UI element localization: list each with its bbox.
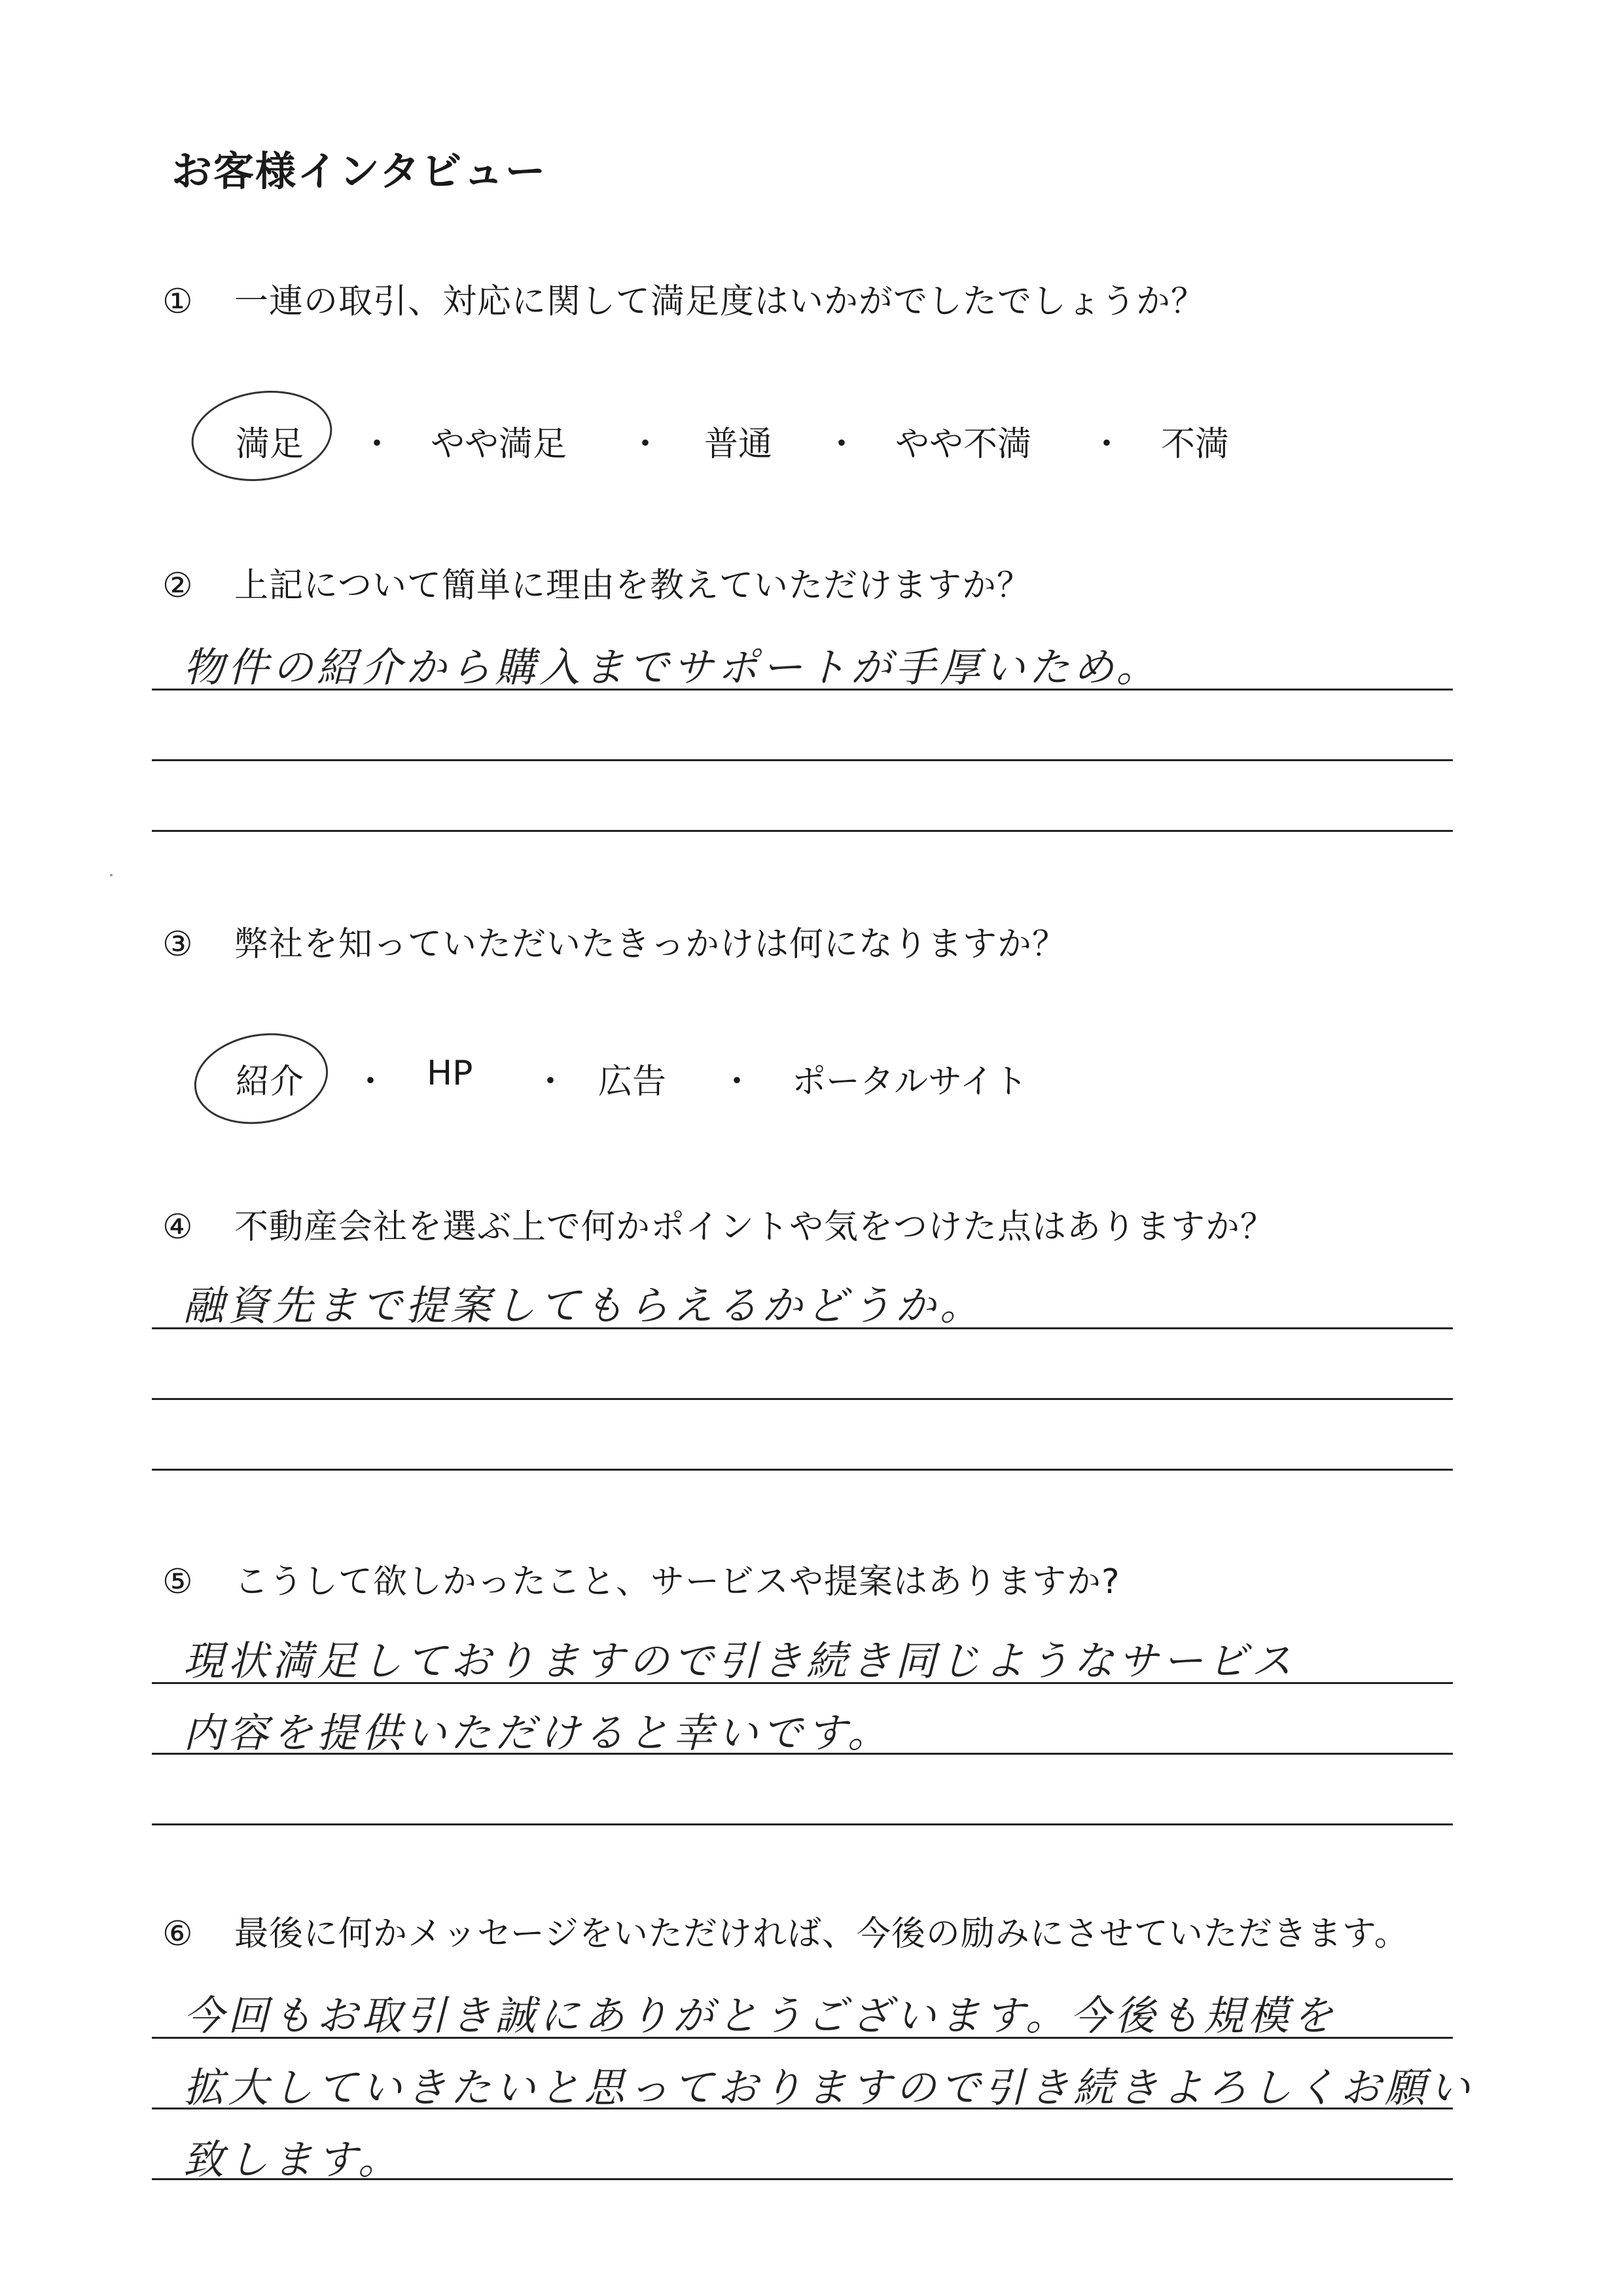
- q3-separator: ・: [533, 1062, 568, 1102]
- q6-answer-rule-2: [152, 2108, 1453, 2109]
- q1-option-satisfied[interactable]: 満足: [236, 425, 304, 464]
- question-2: [162, 558, 1031, 607]
- q3-separator: ・: [353, 1062, 388, 1102]
- q4-answer-rule-2: [152, 1398, 1453, 1400]
- q1-option-dissatisfied[interactable]: 不満: [1161, 425, 1230, 464]
- q6-answer-rule-1: [152, 2037, 1453, 2039]
- q1-separator: ・: [360, 425, 395, 464]
- q1-separator: ・: [1090, 425, 1124, 464]
- q2-answer-rule-2: [152, 759, 1453, 761]
- q3-separator: ・: [720, 1062, 755, 1102]
- q3-option-portal-site[interactable]: ポータルサイト: [792, 1062, 1028, 1102]
- q1-option-somewhat-satisfied[interactable]: やや満足: [431, 425, 567, 464]
- question-4: [162, 1199, 1275, 1248]
- q2-answer-rule-1: [152, 689, 1453, 691]
- q3-option-referral[interactable]: 紹介: [236, 1062, 304, 1102]
- q6-answer-line-1[interactable]: 今回もお取引き誠にありがとうございます。今後も規模を: [183, 1992, 1338, 2039]
- question-6-number: ⑥: [162, 1914, 194, 1954]
- q3-selection-circle: [187, 1023, 335, 1134]
- question-4-text: 不動産会社を選ぶ上で何かポイントや気をつけた点はありますか？: [234, 1208, 1275, 1247]
- question-2-number: ②: [162, 566, 194, 605]
- question-4-number: ④: [162, 1208, 194, 1247]
- stray-mark: [110, 874, 113, 876]
- question-5-text: こうして欲しかったこと、サービスや提案はありますか?: [234, 1562, 1120, 1602]
- q2-answer-rule-3: [152, 830, 1453, 832]
- q1-separator: ・: [628, 425, 663, 464]
- q4-answer-rule-3: [152, 1469, 1453, 1471]
- q5-answer-rule-1: [152, 1682, 1453, 1684]
- question-3-text: 弊社を知っていただいたきっかけは何になりますか？: [234, 925, 1067, 964]
- question-6-text: 最後に何かメッセージをいただければ、今後の励みにさせていただきます。: [234, 1914, 1409, 1954]
- q4-answer-rule-1: [152, 1327, 1453, 1329]
- question-1: [162, 274, 1205, 323]
- q1-selection-circle: [186, 382, 338, 490]
- q2-answer-line-1[interactable]: 物件の紹介から購入までサポートが手厚いため。: [183, 643, 1161, 691]
- q5-answer-rule-2: [152, 1753, 1453, 1755]
- q6-answer-line-2[interactable]: 拡大していきたいと思っておりますので引き続きよろしくお願い: [183, 2064, 1474, 2111]
- q4-answer-line-1[interactable]: 融資先まで提案してもらえるかどうか。: [183, 1282, 985, 1329]
- question-2-text: 上記について簡単に理由を教えていただけますか？: [234, 566, 1031, 605]
- q5-answer-rule-3: [152, 1823, 1453, 1825]
- q1-separator: ・: [825, 425, 859, 464]
- question-3: [162, 916, 1067, 965]
- q6-answer-line-3[interactable]: 致します。: [183, 2136, 403, 2183]
- page-title: お客様インタビュー: [171, 147, 547, 195]
- question-5-number: ⑤: [162, 1562, 194, 1602]
- q3-option-advertisement[interactable]: 広告: [598, 1062, 667, 1102]
- question-1-number: ①: [162, 282, 194, 321]
- q1-option-neutral[interactable]: 普通: [704, 425, 773, 464]
- q5-answer-line-2[interactable]: 内容を提供いただけると幸いです。: [183, 1709, 893, 1757]
- question-6: [162, 1906, 1409, 1955]
- q1-option-somewhat-dissatisfied[interactable]: やや不満: [895, 425, 1032, 464]
- q6-answer-rule-3: [152, 2178, 1453, 2180]
- question-3-number: ③: [162, 925, 194, 964]
- q5-answer-line-1[interactable]: 現状満足しておりますので引き続き同じようなサービス: [183, 1637, 1296, 1685]
- q3-option-hp[interactable]: HP: [427, 1054, 473, 1093]
- question-5: [162, 1554, 1120, 1603]
- question-1-text: 一連の取引、対応に関して満足度はいかがでしたでしょうか？: [234, 282, 1206, 321]
